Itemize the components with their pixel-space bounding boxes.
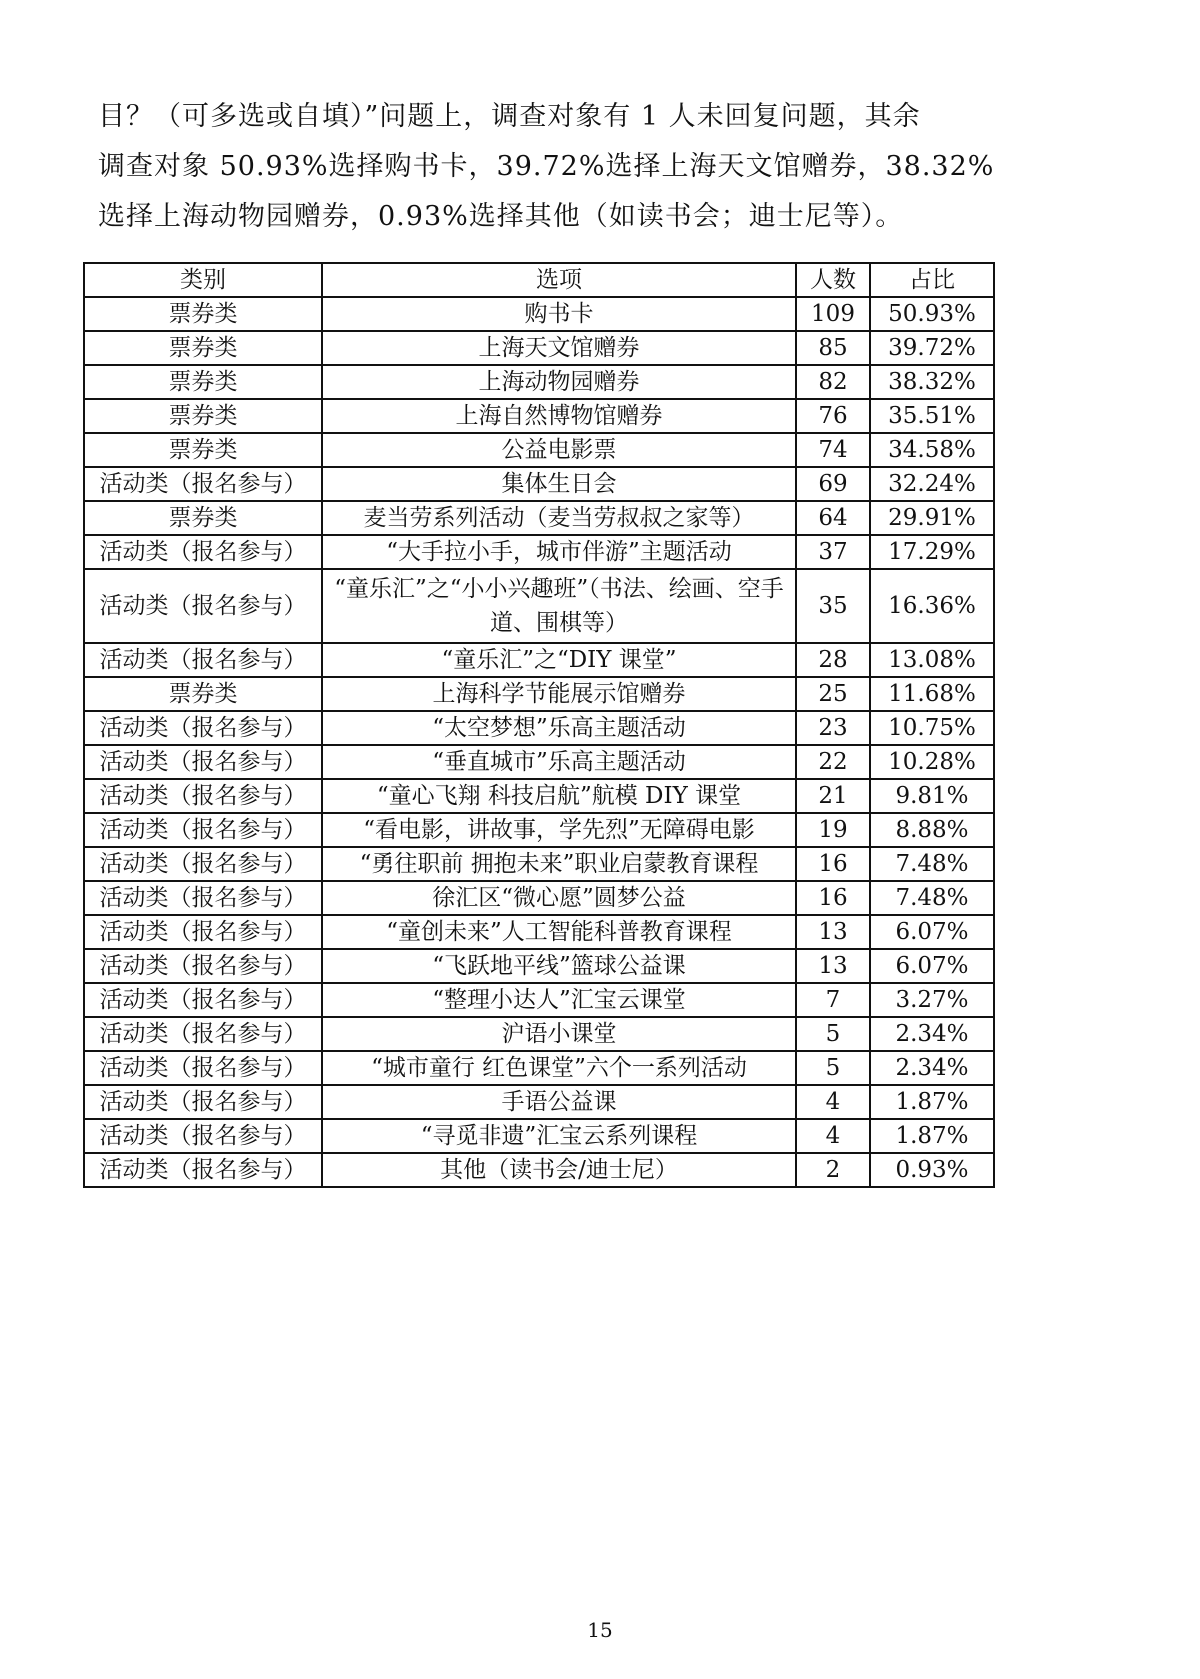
table-row <box>84 535 994 569</box>
header-count: 人数 <box>796 263 870 297</box>
cell-count: 21 <box>796 779 870 813</box>
cell-category: 票券类 <box>84 331 322 365</box>
table-row <box>84 949 994 983</box>
cell-count: 13 <box>796 915 870 949</box>
cell-percent: 7.48% <box>870 881 994 915</box>
cell-option: “整理小达人”汇宝云课堂 <box>322 983 796 1017</box>
header-percent: 占比 <box>870 263 994 297</box>
cell-count: 7 <box>796 983 870 1017</box>
cell-option: 公益电影票 <box>322 433 796 467</box>
cell-option: 上海科学节能展示馆赠券 <box>322 677 796 711</box>
cell-category: 活动类（报名参与） <box>84 1119 322 1153</box>
cell-category: 活动类（报名参与） <box>84 745 322 779</box>
cell-percent: 3.27% <box>870 983 994 1017</box>
cell-count: 28 <box>796 643 870 677</box>
cell-option: 购书卡 <box>322 297 796 331</box>
cell-option: “童乐汇”之“DIY 课堂” <box>322 643 796 677</box>
header-option: 选项 <box>322 263 796 297</box>
cell-percent: 2.34% <box>870 1051 994 1085</box>
cell-option: “城市童行 红色课堂”六个一系列活动 <box>322 1051 796 1085</box>
table-row <box>84 433 994 467</box>
cell-category: 活动类（报名参与） <box>84 535 322 569</box>
cell-option: “大手拉小手，城市伴游”主题活动 <box>322 535 796 569</box>
table-row <box>84 569 994 643</box>
cell-percent: 39.72% <box>870 331 994 365</box>
cell-category: 活动类（报名参与） <box>84 847 322 881</box>
intro-line-2: 调查对象 50.93%选择购书卡，39.72%选择上海天文馆赠券，38.32% <box>98 151 995 182</box>
cell-count: 82 <box>796 365 870 399</box>
cell-category: 活动类（报名参与） <box>84 779 322 813</box>
cell-category: 票券类 <box>84 433 322 467</box>
cell-option: “飞跃地平线”篮球公益课 <box>322 949 796 983</box>
table-row <box>84 677 994 711</box>
table-row <box>84 1119 994 1153</box>
cell-percent: 1.87% <box>870 1119 994 1153</box>
cell-option: “勇往职前 拥抱未来”职业启蒙教育课程 <box>322 847 796 881</box>
cell-category: 活动类（报名参与） <box>84 949 322 983</box>
table-row <box>84 745 994 779</box>
cell-category: 活动类（报名参与） <box>84 915 322 949</box>
intro-line-3: 选择上海动物园赠券，0.93%选择其他（如读书会；迪士尼等）。 <box>98 201 904 232</box>
cell-category: 活动类（报名参与） <box>84 1085 322 1119</box>
cell-count: 64 <box>796 501 870 535</box>
cell-count: 2 <box>796 1153 870 1187</box>
cell-count: 5 <box>796 1051 870 1085</box>
page-number: 15 <box>587 1618 613 1642</box>
cell-percent: 10.75% <box>870 711 994 745</box>
survey-results-table <box>83 262 995 1188</box>
cell-option: 集体生日会 <box>322 467 796 501</box>
cell-option: 麦当劳系列活动（麦当劳叔叔之家等） <box>322 501 796 535</box>
cell-option: 上海自然博物馆赠券 <box>322 399 796 433</box>
cell-count: 85 <box>796 331 870 365</box>
cell-option: 手语公益课 <box>322 1085 796 1119</box>
cell-count: 19 <box>796 813 870 847</box>
cell-percent: 10.28% <box>870 745 994 779</box>
table-row <box>84 399 994 433</box>
cell-count: 23 <box>796 711 870 745</box>
cell-percent: 6.07% <box>870 949 994 983</box>
cell-percent: 1.87% <box>870 1085 994 1119</box>
table-row <box>84 881 994 915</box>
cell-percent: 2.34% <box>870 1017 994 1051</box>
cell-percent: 38.32% <box>870 365 994 399</box>
cell-category: 活动类（报名参与） <box>84 711 322 745</box>
cell-option: “童心飞翔 科技启航”航模 DIY 课堂 <box>322 779 796 813</box>
table-body <box>84 297 994 1187</box>
cell-option: “垂直城市”乐高主题活动 <box>322 745 796 779</box>
table-row <box>84 779 994 813</box>
table-row <box>84 847 994 881</box>
cell-count: 16 <box>796 847 870 881</box>
cell-percent: 50.93% <box>870 297 994 331</box>
cell-option: “看电影，讲故事，学先烈”无障碍电影 <box>322 813 796 847</box>
cell-percent: 11.68% <box>870 677 994 711</box>
cell-category: 票券类 <box>84 399 322 433</box>
cell-count: 35 <box>796 569 870 643</box>
table-row <box>84 365 994 399</box>
cell-percent: 6.07% <box>870 915 994 949</box>
cell-count: 16 <box>796 881 870 915</box>
table-row <box>84 501 994 535</box>
table-row <box>84 467 994 501</box>
cell-count: 69 <box>796 467 870 501</box>
cell-percent: 0.93% <box>870 1153 994 1187</box>
cell-count: 25 <box>796 677 870 711</box>
cell-option: 上海天文馆赠券 <box>322 331 796 365</box>
cell-percent: 17.29% <box>870 535 994 569</box>
header-category: 类别 <box>84 263 322 297</box>
cell-category: 活动类（报名参与） <box>84 1153 322 1187</box>
table-row <box>84 1085 994 1119</box>
table-row <box>84 813 994 847</box>
cell-percent: 35.51% <box>870 399 994 433</box>
cell-count: 74 <box>796 433 870 467</box>
cell-percent: 7.48% <box>870 847 994 881</box>
cell-category: 票券类 <box>84 365 322 399</box>
cell-percent: 9.81% <box>870 779 994 813</box>
cell-option: “寻觅非遗”汇宝云系列课程 <box>322 1119 796 1153</box>
cell-category: 票券类 <box>84 297 322 331</box>
cell-count: 5 <box>796 1017 870 1051</box>
cell-option: 上海动物园赠券 <box>322 365 796 399</box>
cell-count: 76 <box>796 399 870 433</box>
intro-paragraph <box>98 92 998 242</box>
cell-percent: 8.88% <box>870 813 994 847</box>
cell-count: 37 <box>796 535 870 569</box>
cell-count: 109 <box>796 297 870 331</box>
cell-count: 22 <box>796 745 870 779</box>
cell-percent: 34.58% <box>870 433 994 467</box>
cell-category: 活动类（报名参与） <box>84 1017 322 1051</box>
table-row <box>84 983 994 1017</box>
table-row <box>84 1153 994 1187</box>
intro-line-1: 目？（可多选或自填）”问题上，调查对象有 1 人未回复问题，其余 <box>98 101 921 132</box>
cell-count: 13 <box>796 949 870 983</box>
table-row <box>84 331 994 365</box>
cell-option: “童创未来”人工智能科普教育课程 <box>322 915 796 949</box>
cell-percent: 32.24% <box>870 467 994 501</box>
cell-category: 活动类（报名参与） <box>84 813 322 847</box>
cell-option: 徐汇区“微心愿”圆梦公益 <box>322 881 796 915</box>
cell-percent: 16.36% <box>870 569 994 643</box>
cell-category: 活动类（报名参与） <box>84 569 322 643</box>
table-row <box>84 643 994 677</box>
cell-category: 活动类（报名参与） <box>84 467 322 501</box>
table-row <box>84 1017 994 1051</box>
cell-category: 活动类（报名参与） <box>84 983 322 1017</box>
table-row <box>84 1051 994 1085</box>
cell-percent: 13.08% <box>870 643 994 677</box>
table-row <box>84 297 994 331</box>
cell-category: 活动类（报名参与） <box>84 643 322 677</box>
cell-option: 其他（读书会/迪士尼） <box>322 1153 796 1187</box>
cell-option: “太空梦想”乐高主题活动 <box>322 711 796 745</box>
table-header-row <box>84 263 994 297</box>
cell-count: 4 <box>796 1085 870 1119</box>
cell-count: 4 <box>796 1119 870 1153</box>
cell-option: “童乐汇”之“小小兴趣班”（书法、绘画、空手道、围棋等） <box>322 569 796 643</box>
table-row <box>84 711 994 745</box>
cell-category: 票券类 <box>84 677 322 711</box>
table-row <box>84 915 994 949</box>
cell-category: 活动类（报名参与） <box>84 1051 322 1085</box>
cell-category: 活动类（报名参与） <box>84 881 322 915</box>
cell-category: 票券类 <box>84 501 322 535</box>
cell-percent: 29.91% <box>870 501 994 535</box>
cell-option: 沪语小课堂 <box>322 1017 796 1051</box>
